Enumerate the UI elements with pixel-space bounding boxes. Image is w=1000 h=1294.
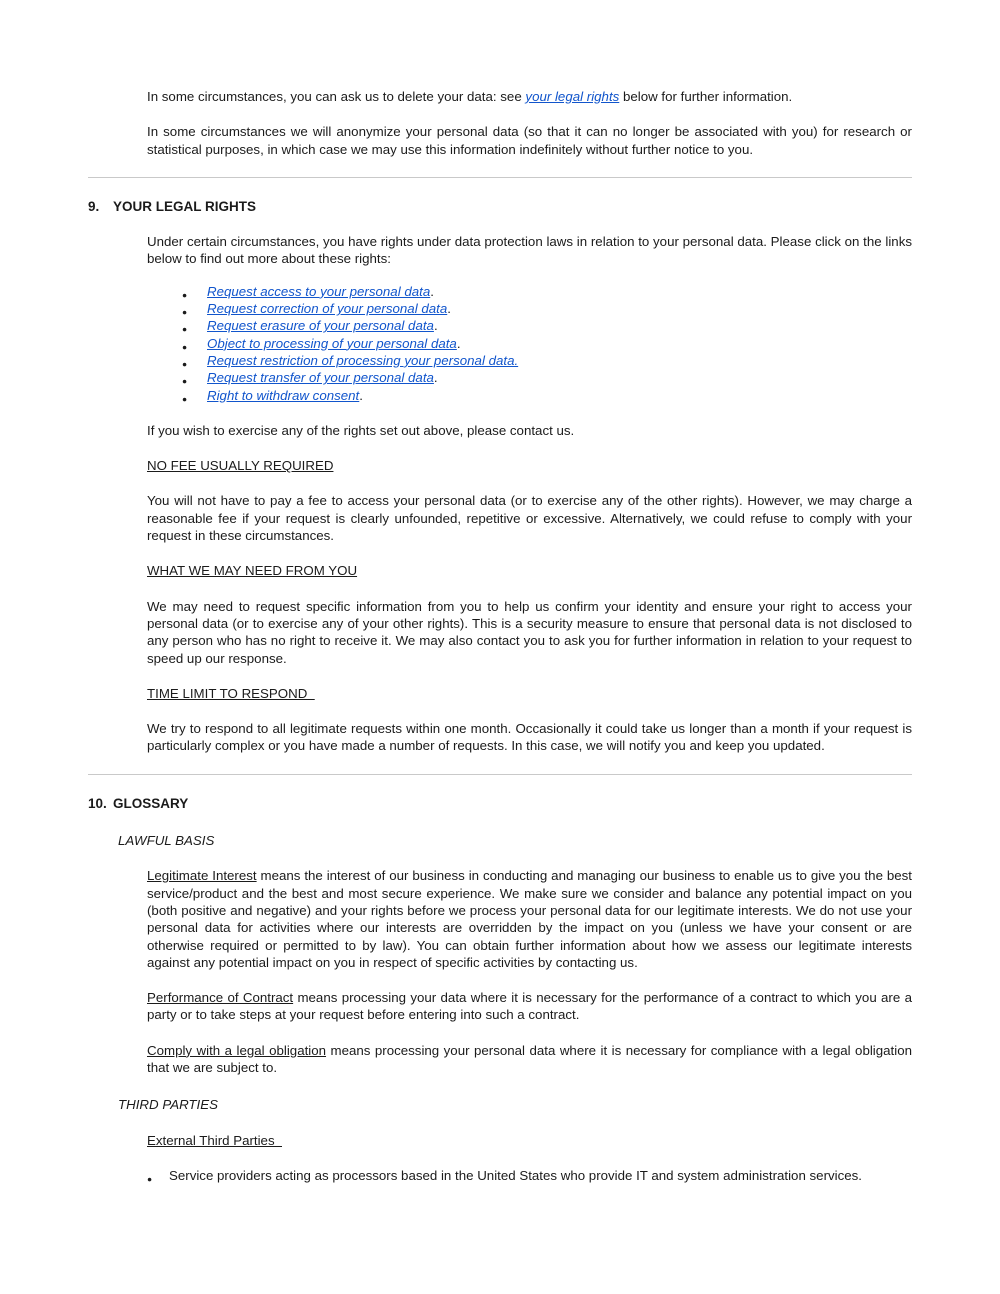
lawful-basis-label: LAWFUL BASIS (118, 833, 215, 849)
provider-item: ● Service providers acting as processors based in the United States who provide IT and system administration services. (145, 1167, 912, 1184)
intro-p1-post: below for further information. (619, 89, 793, 104)
no-fee-heading (147, 457, 912, 474)
section-9-title: YOUR LEGAL RIGHTS (113, 198, 257, 214)
item-suffix: . (433, 370, 438, 386)
section-divider (88, 774, 912, 775)
time-limit-paragraph: We try to respond to all legitimate requests within one month. Occasionally it could take us longer than a month if your request is particularly complex or you have made a number of requests. In this case, we will notify you and keep you updated. (147, 721, 912, 754)
legal-right-item (180, 300, 912, 317)
term-name: Performance of Contract (147, 990, 294, 1006)
legal-right-item (180, 283, 912, 300)
legal-rights-list (0, 283, 912, 404)
request-transfer-link[interactable]: Request transfer of your personal data (207, 370, 434, 386)
item-suffix: . (359, 387, 363, 403)
what-we-need-heading-text: WHAT WE MAY NEED FROM YOU (147, 563, 358, 579)
glossary-term-performance-of-contract (147, 989, 912, 1024)
legal-right-item (180, 387, 912, 404)
object-processing-link[interactable]: Object to processing of your personal data (207, 335, 457, 351)
item-suffix: . (433, 318, 438, 334)
no-fee-heading-text: NO FEE USUALLY REQUIRED (147, 458, 334, 474)
section-9-heading (88, 198, 912, 215)
what-we-need-paragraph: We may need to request specific information from you to help us confirm your identity and ensure your right to access your personal data (or to exercise any of your other rights). This is a security measure to ensure that personal data is not disclosed to any person who has no right to receive it. We may also contact you to ask you for further information in relation to your request to speed up our response. (147, 598, 912, 666)
term-definition: means processing your data where it is necessary for the performance of a contract to which you are a party or to take steps at your request before entering into such a contract. (147, 990, 912, 1023)
term-definition: means processing your personal data where it is necessary for compliance with a legal obligation that we are subject to. (147, 1042, 912, 1075)
what-we-need-heading (147, 562, 912, 579)
term-definition: means the interest of our business in conducting and managing our business to enable us to give you the best service/product and the best and most secure experience. We make sure we consider and balance any potential impact on you (both positive and negative) and your rights before we process your personal data for our legitimate interests. We do not use your personal data for activities where our interests are overridden by the impact on you (unless we have your consent or are otherwise required or permitted to by law). You can obtain further information about how we assess our legitimate interests against any potential impact on you in respect of specific activities by contacting us. (147, 868, 912, 970)
time-limit-heading (147, 685, 912, 702)
request-restriction-link[interactable]: Request restriction of processing your personal data. (207, 352, 519, 368)
request-access-link[interactable]: Request access to your personal data (207, 283, 431, 299)
no-fee-paragraph: You will not have to pay a fee to access your personal data (or to exercise any of the other rights). However, we may charge a reasonable fee if your request is clearly unfounded, repetitive or excessive. Alternatively, we could refuse to comply with your request in these circumstances. (147, 493, 912, 544)
intro-paragraph-delete-data (147, 88, 912, 105)
legal-right-item (180, 352, 912, 369)
time-limit-heading-text: TIME LIMIT TO RESPOND (147, 685, 315, 701)
your-legal-rights-link[interactable]: your legal rights (525, 89, 620, 104)
external-third-parties-heading (147, 1132, 912, 1149)
request-correction-link[interactable]: Request correction of your personal data (207, 301, 448, 317)
third-parties-label: THIRD PARTIES (118, 1097, 218, 1113)
legal-rights-intro: Under certain circumstances, you have rights under data protection laws in relation to your personal data. Please click on the links below to find out more about these rights: (147, 234, 912, 267)
glossary-term-comply-legal-obligation (147, 1042, 912, 1077)
item-suffix: . (456, 335, 461, 351)
section-10-heading (88, 795, 912, 812)
item-suffix: . (430, 283, 434, 299)
intro-p1-pre: In some circumstances, you can ask us to delete your data: see (147, 89, 526, 104)
section-divider (88, 177, 912, 178)
item-suffix: . (447, 301, 451, 317)
legal-right-item (180, 335, 912, 352)
term-name: Legitimate Interest (147, 868, 257, 884)
contact-note: If you wish to exercise any of the rights set out above, please contact us. (147, 422, 575, 438)
glossary-term-legitimate-interest (147, 867, 912, 971)
section-10-number: 10. (88, 795, 107, 811)
section-9-number: 9. (88, 198, 100, 214)
intro-paragraph-anonymize: In some circumstances we will anonymize your personal data (so that it can no longer be associated with you) for research or statistical purposes, in which case we may use this information indefinitely without further notice to you. (147, 124, 912, 157)
third-party-providers-list (0, 1167, 912, 1184)
external-third-parties-heading-text: External Third Parties (147, 1132, 282, 1148)
legal-right-item (180, 317, 912, 334)
request-erasure-link[interactable]: Request erasure of your personal data (207, 318, 434, 334)
term-name: Comply with a legal obligation (147, 1042, 327, 1058)
legal-right-item (180, 369, 912, 386)
withdraw-consent-link[interactable]: Right to withdraw consent (207, 387, 360, 403)
section-10-title: GLOSSARY (113, 795, 189, 811)
